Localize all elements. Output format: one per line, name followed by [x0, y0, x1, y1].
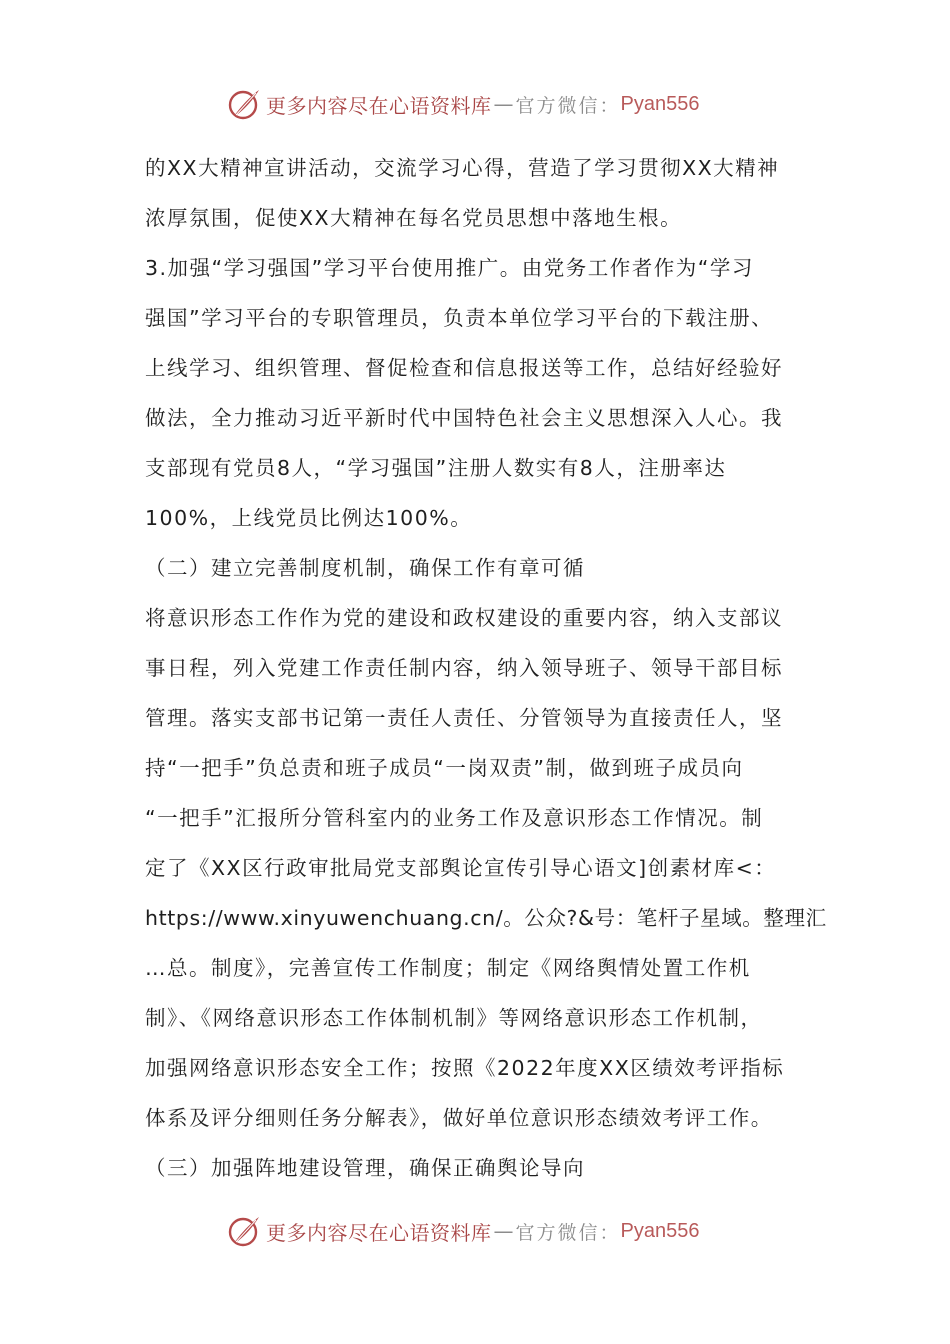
text-line: 管理。落实支部书记第一责任人责任、分管领导为直接责任人，坚	[145, 706, 783, 730]
text-line: 3.加强“学习强国”学习平台使用推广。由党务工作者作为“学习	[145, 256, 754, 280]
section-heading: （二）建立完善制度机制，确保工作有章可循	[145, 556, 585, 580]
text-line: 持“一把手”负总责和班子成员“一岗双责”制，做到班子成员向	[145, 756, 744, 780]
text-line: 做法，全力推动习近平新时代中国特色社会主义思想深入人心。我	[145, 406, 783, 430]
text-line: 浓厚氛围，促使XX大精神在每名党员思想中落地生根。	[145, 206, 683, 230]
text-line: 的XX大精神宣讲活动，交流学习心得，营造了学习贯彻XX大精神	[145, 156, 780, 180]
text-line: https://www.xinyuwenchuang.cn/。公众?&号：笔杆子星域。整理汇	[145, 906, 827, 930]
text-line: 100%，上线党员比例达100%。	[145, 506, 473, 530]
header-banner-id: Pyan556	[620, 92, 700, 115]
text-line: 支部现有党员8人，“学习强国”注册人数实有8人，注册率达	[145, 456, 727, 480]
footer-banner-text: 更多内容尽在心语资料库	[266, 1220, 492, 1245]
text-line: 将意识形态工作作为党的建设和政权建设的重要内容，纳入支部议	[145, 606, 783, 630]
footer-banner-official: 官方微信：	[515, 1221, 621, 1244]
text-line: …总。制度》，完善宣传工作制度；制定《网络舆情处置工作机	[145, 956, 751, 980]
footer-banner-id: Pyan556	[620, 1219, 700, 1242]
quill-logo-icon	[226, 1213, 262, 1249]
text-line: 事日程，列入党建工作责任制内容，纳入领导班子、领导干部目标	[145, 656, 783, 680]
footer-banner	[226, 1211, 746, 1251]
footer-banner-dash: —	[493, 1219, 514, 1243]
quill-logo-icon	[226, 86, 262, 122]
header-banner-dash: —	[493, 92, 514, 116]
text-line: 加强网络意识形态安全工作；按照《2022年度XX区绩效考评指标	[145, 1056, 785, 1080]
header-banner-official: 官方微信：	[515, 94, 621, 117]
section-heading: （三）加强阵地建设管理，确保正确舆论导向	[145, 1156, 585, 1180]
text-line: 制》、《网络意识形态工作体制机制》等网络意识形态工作机制，	[145, 1006, 763, 1030]
text-line: 强国”学习平台的专职管理员，负责本单位学习平台的下载注册、	[145, 306, 774, 330]
text-line: 定了《XX区行政审批局党支部舆论宣传引导心语文]创素材库<：	[145, 856, 777, 880]
text-line: “一把手”汇报所分管科室内的业务工作及意识形态工作情况。制	[145, 806, 764, 830]
header-banner-text: 更多内容尽在心语资料库	[266, 93, 492, 118]
text-line: 体系及评分细则任务分解表》，做好单位意识形态绩效考评工作。	[145, 1106, 773, 1130]
text-line: 上线学习、组织管理、督促检查和信息报送等工作，总结好经验好	[145, 356, 783, 380]
header-banner	[226, 84, 746, 124]
